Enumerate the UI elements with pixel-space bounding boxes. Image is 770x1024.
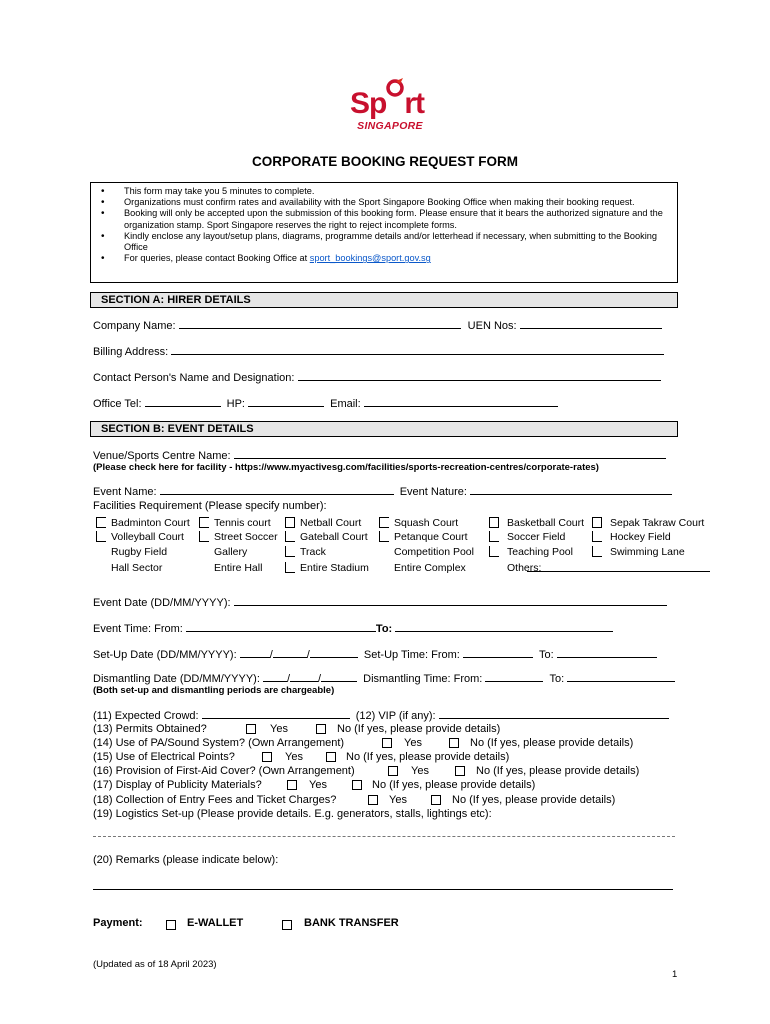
facility-number-box[interactable] — [592, 517, 602, 528]
facility-option-label: Tennis court — [214, 517, 271, 529]
facility-option-label: Squash Court — [394, 517, 459, 529]
dismantle-month-field[interactable] — [290, 672, 318, 682]
q17-label: (17) Display of Publicity Materials? — [93, 779, 262, 791]
facility-number-box[interactable] — [285, 562, 295, 573]
event-time-row: Event Time: From: To: — [93, 622, 613, 635]
expected-crowd-field[interactable] — [202, 709, 350, 719]
form-title: CORPORATE BOOKING REQUEST FORM — [251, 154, 518, 169]
facility-option-label: Netball Court — [300, 517, 362, 529]
facility-option-label: Soccer Field — [507, 531, 566, 543]
venue-note: (Please check here for facility - https://www.myactivesg.com/facilities/sports-recreation-centres/corporate-rates) — [93, 462, 599, 473]
q15-yes-label: Yes — [285, 751, 303, 763]
facility-number-box[interactable] — [592, 531, 602, 542]
q13-yes-label: Yes — [270, 723, 288, 735]
ewallet-checkbox[interactable] — [166, 920, 176, 930]
company-name-field[interactable] — [179, 319, 461, 329]
setup-day-field[interactable] — [240, 648, 270, 658]
q18-no-checkbox[interactable] — [431, 795, 441, 805]
q16-no-checkbox[interactable] — [455, 766, 465, 776]
facility-option-label: Teaching Pool — [507, 546, 573, 558]
q14-yes-checkbox[interactable] — [382, 738, 392, 748]
phone-email-row: Office Tel: HP: Email: — [93, 397, 558, 410]
q16-no-label: No (If yes, please provide details) — [476, 765, 640, 777]
event-time-to-field[interactable] — [395, 622, 613, 632]
setup-row: Set-Up Date (DD/MM/YYYY): / / Set-Up Time: From: To: — [93, 648, 657, 661]
facility-number-box[interactable] — [199, 517, 209, 528]
email-field[interactable] — [364, 397, 558, 407]
booking-email-link[interactable]: sport_bookings@sport.gov.sg — [309, 253, 431, 264]
facility-option-label: Badminton Court — [111, 517, 190, 529]
q14-label: (14) Use of PA/Sound System? (Own Arrangement) — [93, 737, 345, 749]
venue-row: Venue/Sports Centre Name: — [93, 449, 666, 462]
dismantle-year-field[interactable] — [321, 672, 357, 682]
facility-option-label: Gateball Court — [300, 531, 368, 543]
ewallet-label: E-WALLET — [187, 917, 244, 929]
setup-time-to-field[interactable] — [557, 648, 657, 658]
facility-option-label: Others: — [507, 562, 542, 574]
vip-field[interactable] — [439, 709, 669, 719]
payment-label: Payment: — [93, 917, 143, 929]
q11-q12-row: (11) Expected Crowd: (12) VIP (if any): — [93, 709, 669, 722]
facility-option-label: Track — [300, 546, 326, 558]
dismantle-row: Dismantling Date (DD/MM/YYYY): / / Dismantling Time: From: To: — [93, 672, 675, 685]
q13-no-checkbox[interactable] — [316, 724, 326, 734]
updated-date: (Updated as of 18 April 2023) — [93, 959, 217, 970]
q15-label: (15) Use of Electrical Points? — [93, 751, 235, 763]
facility-number-box[interactable] — [285, 546, 295, 557]
chargeable-note: (Both set-up and dismantling periods are chargeable) — [93, 685, 335, 696]
sport-singapore-logo — [337, 88, 437, 132]
uen-field[interactable] — [520, 319, 662, 329]
facility-number-box[interactable] — [96, 531, 106, 542]
facility-option-label: Hall Sector — [111, 562, 163, 574]
facility-number-box[interactable] — [489, 531, 499, 542]
facility-number-box[interactable] — [489, 546, 499, 557]
others-facility-field[interactable] — [527, 571, 710, 572]
facility-number-box[interactable] — [379, 517, 389, 528]
q13-yes-checkbox[interactable] — [246, 724, 256, 734]
dismantle-day-field[interactable] — [263, 672, 287, 682]
facility-number-box[interactable] — [592, 546, 602, 557]
facility-option-label: Street Soccer — [214, 531, 278, 543]
event-date-field[interactable] — [234, 596, 667, 606]
event-time-from-field[interactable] — [186, 622, 376, 632]
q17-no-label: No (If yes, please provide details) — [372, 779, 536, 791]
remarks-field[interactable] — [93, 880, 673, 890]
instruction-item: • This form may take you 5 minutes to complete. — [91, 186, 677, 197]
logo-o-icon — [386, 93, 404, 113]
facility-number-box[interactable] — [285, 531, 295, 542]
event-name-field[interactable] — [160, 485, 394, 495]
facility-option-label: Rugby Field — [111, 546, 168, 558]
instruction-item: • Booking will only be accepted upon the submission of this booking form. Please ensure that it bears the authorized signature and the organization stamp. Sport Singapore reserves the right to reject incomplete forms. — [91, 208, 677, 230]
q13-no-label: No (If yes, please provide details) — [337, 723, 501, 735]
billing-address-field[interactable] — [171, 345, 664, 355]
logo-subtitle: SINGAPORE — [357, 120, 423, 132]
dismantle-time-from-field[interactable] — [485, 672, 543, 682]
logo-wordmark: Sp rt — [350, 88, 424, 120]
facility-number-box[interactable] — [489, 517, 499, 528]
q17-yes-label: Yes — [309, 779, 327, 791]
q13-label: (13) Permits Obtained? — [93, 723, 207, 735]
facility-option-label: Hockey Field — [610, 531, 671, 543]
venue-field[interactable] — [234, 449, 666, 459]
facility-option-label: Swimming Lane — [610, 546, 685, 558]
q19-label: (19) Logistics Set-up (Please provide details. E.g. generators, stalls, lightings etc): — [93, 808, 492, 820]
facility-option-label: Entire Complex — [394, 562, 466, 574]
instructions-box — [90, 182, 678, 283]
logistics-field[interactable] — [93, 836, 675, 837]
facility-option-label: Competition Pool — [394, 546, 474, 558]
facility-number-box[interactable] — [96, 517, 106, 528]
facility-option-label: Entire Stadium — [300, 562, 369, 574]
bank-transfer-label: BANK TRANSFER — [304, 917, 399, 929]
q18-no-label: No (If yes, please provide details) — [452, 794, 616, 806]
q14-no-label: No (If yes, please provide details) — [470, 737, 634, 749]
facility-option-label: Volleyball Court — [111, 531, 184, 543]
q15-yes-checkbox[interactable] — [262, 752, 272, 762]
q16-label: (16) Provision of First-Aid Cover? (Own Arrangement) — [93, 765, 355, 777]
q18-label: (18) Collection of Entry Fees and Ticket Charges? — [93, 794, 337, 806]
event-name-row: Event Name: Event Nature: — [93, 485, 672, 498]
facilities-requirement-label: Facilities Requirement (Please specify number): — [93, 500, 327, 512]
dismantle-time-to-field[interactable] — [567, 672, 675, 682]
q14-no-checkbox[interactable] — [449, 738, 459, 748]
setup-year-field[interactable] — [310, 648, 358, 658]
instruction-item: • Organizations must confirm rates and availability with the Sport Singapore Booking Office when making their booking request. — [91, 197, 677, 208]
facility-number-box[interactable] — [199, 531, 209, 542]
company-name-row: Company Name: UEN Nos: — [93, 319, 662, 332]
q17-no-checkbox[interactable] — [352, 780, 362, 790]
q14-yes-label: Yes — [404, 737, 422, 749]
instruction-item: • For queries, please contact Booking Office at sport_bookings@sport.gov.sg — [91, 253, 677, 264]
setup-time-from-field[interactable] — [463, 648, 533, 658]
hp-field[interactable] — [248, 397, 324, 407]
facility-option-label: Entire Hall — [214, 562, 263, 574]
contact-person-field[interactable] — [298, 371, 661, 381]
q17-yes-checkbox[interactable] — [287, 780, 297, 790]
q16-yes-label: Yes — [411, 765, 429, 777]
q15-no-label: No (If yes, please provide details) — [346, 751, 510, 763]
facility-number-box[interactable] — [285, 517, 295, 528]
bank-transfer-checkbox[interactable] — [282, 920, 292, 930]
q16-yes-checkbox[interactable] — [388, 766, 398, 776]
section-b-header: SECTION B: EVENT DETAILS — [90, 421, 678, 437]
q18-yes-label: Yes — [389, 794, 407, 806]
q20-label: (20) Remarks (please indicate below): — [93, 854, 279, 866]
contact-person-row: Contact Person's Name and Designation: — [93, 371, 661, 384]
facility-option-label: Sepak Takraw Court — [610, 517, 705, 529]
q18-yes-checkbox[interactable] — [368, 795, 378, 805]
event-nature-field[interactable] — [470, 485, 672, 495]
office-tel-field[interactable] — [145, 397, 221, 407]
facility-option-label: Petanque Court — [394, 531, 468, 543]
facility-number-box[interactable] — [379, 531, 389, 542]
q15-no-checkbox[interactable] — [326, 752, 336, 762]
page-number: 1 — [672, 969, 678, 980]
section-a-header: SECTION A: HIRER DETAILS — [90, 292, 678, 308]
billing-address-row: Billing Address: — [93, 345, 664, 358]
instruction-item: • Kindly enclose any layout/setup plans, diagrams, programme details and/or letterhead if necessary, when submitting to the Booking Office — [91, 231, 677, 253]
facility-option-label: Gallery — [214, 546, 248, 558]
setup-month-field[interactable] — [273, 648, 307, 658]
facility-option-label: Basketball Court — [507, 517, 585, 529]
event-date-row: Event Date (DD/MM/YYYY): — [93, 596, 667, 609]
